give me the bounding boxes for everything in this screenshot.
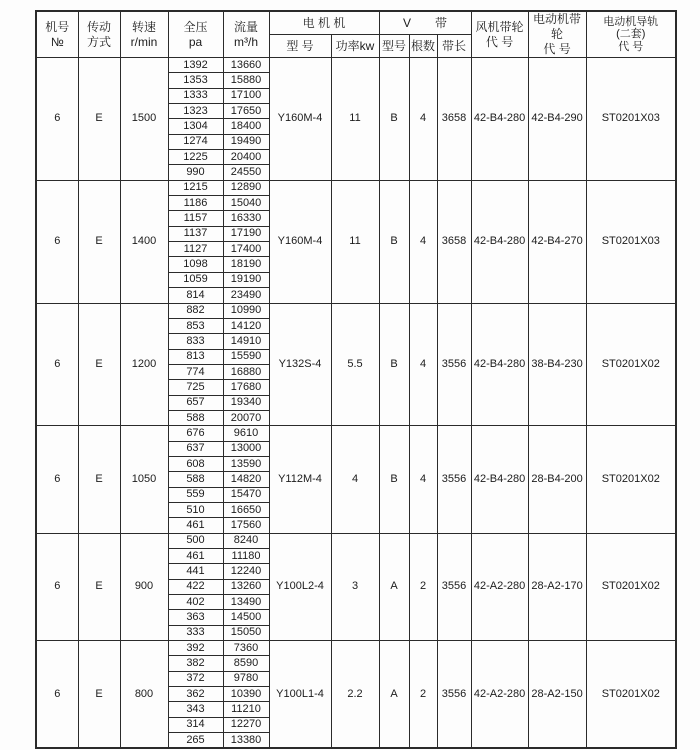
- pressure-cell: 1098: [168, 257, 223, 272]
- pressure-cell: 676: [168, 426, 223, 441]
- flow-cell: 14120: [223, 318, 269, 333]
- fan-pulley-header: [471, 11, 528, 58]
- pressure-header: [168, 11, 223, 58]
- motor-model-cell: Y132S-4: [269, 303, 331, 426]
- flow-cell: 20070: [223, 410, 269, 425]
- flow-cell: 15880: [223, 73, 269, 88]
- machine-no-header: [36, 11, 78, 58]
- motor-model-cell: Y160M-4: [269, 58, 331, 181]
- belt-count-cell: 4: [409, 58, 437, 181]
- flow-cell: 17650: [223, 104, 269, 119]
- motor-model-header: 型 号: [269, 35, 331, 58]
- pressure-cell: 372: [168, 671, 223, 686]
- pressure-header-line2: pa: [188, 34, 203, 49]
- motor-pulley-cell: 28-A2-170: [528, 533, 586, 640]
- speed-header: [120, 11, 168, 58]
- flow-cell: 13590: [223, 456, 269, 471]
- pressure-cell: 588: [168, 472, 223, 487]
- pressure-cell: 882: [168, 303, 223, 318]
- motor-pulley-cell: 28-A2-150: [528, 641, 586, 749]
- belt-type-cell: B: [379, 426, 409, 533]
- speed-cell: 1400: [120, 180, 168, 303]
- motor-rail-header-line3: 代 号: [618, 40, 644, 53]
- flow-cell: 11210: [223, 702, 269, 717]
- rail-code-cell: ST0201X02: [586, 303, 676, 426]
- motor-model-cell: Y100L1-4: [269, 641, 331, 749]
- table-row: [36, 533, 676, 548]
- belt-count-cell: 2: [409, 533, 437, 640]
- table-row: [36, 641, 676, 656]
- pressure-cell: 990: [168, 165, 223, 180]
- table-row: [36, 180, 676, 195]
- flow-cell: 16880: [223, 364, 269, 379]
- motor-model-cell: Y100L2-4: [269, 533, 331, 640]
- rail-code-cell: ST0201X02: [586, 641, 676, 749]
- fan-pulley-cell: 42-B4-280: [471, 180, 528, 303]
- pressure-cell: 333: [168, 625, 223, 640]
- flow-header-line1: 流量: [233, 19, 258, 34]
- flow-cell: 13660: [223, 58, 269, 73]
- belt-count-cell: 2: [409, 641, 437, 749]
- flow-cell: 15470: [223, 487, 269, 502]
- pressure-cell: 343: [168, 702, 223, 717]
- rail-code-cell: ST0201X03: [586, 180, 676, 303]
- pressure-cell: 1186: [168, 196, 223, 211]
- flow-cell: 10390: [223, 687, 269, 702]
- pressure-cell: 725: [168, 380, 223, 395]
- flow-cell: 18190: [223, 257, 269, 272]
- motor-pulley-cell: 38-B4-230: [528, 303, 586, 426]
- belt-type-cell: B: [379, 58, 409, 181]
- pressure-cell: 1137: [168, 226, 223, 241]
- pressure-cell: 510: [168, 502, 223, 517]
- spec-table-body: [36, 58, 676, 749]
- pressure-cell: 382: [168, 656, 223, 671]
- motor-power-cell: 5.5: [331, 303, 379, 426]
- motor-power-cell: 3: [331, 533, 379, 640]
- flow-cell: 13000: [223, 441, 269, 456]
- pressure-header-line1: 全压: [183, 19, 208, 34]
- flow-cell: 14820: [223, 472, 269, 487]
- fan-pulley-cell: 42-B4-280: [471, 58, 528, 181]
- drive-mode-cell: E: [78, 58, 120, 181]
- flow-cell: 17190: [223, 226, 269, 241]
- machine-no-cell: 6: [36, 533, 78, 640]
- speed-header-line2: r/min: [130, 34, 158, 49]
- flow-header-line2: m³/h: [234, 34, 258, 49]
- flow-cell: 12890: [223, 180, 269, 195]
- pressure-cell: 1127: [168, 242, 223, 257]
- fan-pulley-cell: 42-A2-280: [471, 641, 528, 749]
- belt-length-cell: 3658: [437, 58, 471, 181]
- fan-pulley-header-line2: 代 号: [485, 34, 514, 49]
- flow-cell: 15050: [223, 625, 269, 640]
- flow-cell: 7360: [223, 641, 269, 656]
- flow-cell: 16330: [223, 211, 269, 226]
- belt-length-cell: 3556: [437, 303, 471, 426]
- pressure-cell: 813: [168, 349, 223, 364]
- flow-cell: 14500: [223, 610, 269, 625]
- pressure-cell: 1157: [168, 211, 223, 226]
- drive-mode-cell: E: [78, 303, 120, 426]
- flow-cell: 17560: [223, 518, 269, 533]
- belt-length-cell: 3556: [437, 533, 471, 640]
- flow-cell: 15040: [223, 196, 269, 211]
- fan-pulley-header-line1: 风机带轮: [475, 19, 524, 34]
- pressure-cell: 392: [168, 641, 223, 656]
- pressure-cell: 1225: [168, 150, 223, 165]
- speed-header-line1: 转速: [131, 19, 156, 34]
- flow-cell: 11180: [223, 549, 269, 564]
- table-row: [36, 58, 676, 73]
- pressure-cell: 402: [168, 595, 223, 610]
- flow-cell: 18400: [223, 119, 269, 134]
- flow-cell: 15590: [223, 349, 269, 364]
- drive-mode-header: [78, 11, 120, 58]
- motor-pulley-cell: 42-B4-270: [528, 180, 586, 303]
- pressure-cell: 833: [168, 334, 223, 349]
- pressure-cell: 774: [168, 364, 223, 379]
- rail-code-cell: ST0201X02: [586, 426, 676, 533]
- flow-cell: 8590: [223, 656, 269, 671]
- belt-type-cell: A: [379, 533, 409, 640]
- pressure-cell: 1059: [168, 272, 223, 287]
- speed-cell: 800: [120, 641, 168, 749]
- machine-no-cell: 6: [36, 58, 78, 181]
- flow-cell: 24550: [223, 165, 269, 180]
- pressure-cell: 657: [168, 395, 223, 410]
- speed-cell: 1050: [120, 426, 168, 533]
- pressure-cell: 559: [168, 487, 223, 502]
- motor-power-header: 功率kw: [331, 35, 379, 58]
- pressure-cell: 853: [168, 318, 223, 333]
- motor-group-header: 电 机 机: [269, 11, 379, 35]
- motor-rail-header-line1: 电动机导轨: [603, 15, 659, 28]
- flow-cell: 12270: [223, 717, 269, 732]
- drive-mode-cell: E: [78, 180, 120, 303]
- pressure-cell: 814: [168, 288, 223, 303]
- motor-power-cell: 4: [331, 426, 379, 533]
- fan-spec-table: [35, 10, 677, 749]
- motor-pulley-cell: 28-B4-200: [528, 426, 586, 533]
- pressure-cell: 461: [168, 549, 223, 564]
- table-row: [36, 426, 676, 441]
- flow-cell: 19190: [223, 272, 269, 287]
- drive-mode-cell: E: [78, 641, 120, 749]
- drive-mode-cell: E: [78, 426, 120, 533]
- flow-header: [223, 11, 269, 58]
- flow-cell: 14910: [223, 334, 269, 349]
- pressure-cell: 1353: [168, 73, 223, 88]
- vbelt-model-header: 型号: [379, 35, 409, 58]
- speed-cell: 900: [120, 533, 168, 640]
- flow-cell: 17100: [223, 88, 269, 103]
- flow-cell: 9780: [223, 671, 269, 686]
- pressure-cell: 422: [168, 579, 223, 594]
- belt-count-cell: 4: [409, 426, 437, 533]
- motor-pulley-header: [528, 11, 586, 58]
- motor-model-cell: Y112M-4: [269, 426, 331, 533]
- flow-cell: 13490: [223, 595, 269, 610]
- flow-cell: 10990: [223, 303, 269, 318]
- machine-no-cell: 6: [36, 303, 78, 426]
- pressure-cell: 1323: [168, 104, 223, 119]
- table-row: [36, 303, 676, 318]
- motor-power-cell: 2.2: [331, 641, 379, 749]
- machine-no-header-line2: №: [50, 34, 64, 49]
- pressure-cell: 608: [168, 456, 223, 471]
- motor-pulley-header-line1: 电动机带轮: [533, 12, 582, 41]
- flow-cell: 19340: [223, 395, 269, 410]
- drive-mode-cell: E: [78, 533, 120, 640]
- belt-count-cell: 4: [409, 180, 437, 303]
- speed-cell: 1200: [120, 303, 168, 426]
- flow-cell: 12240: [223, 564, 269, 579]
- fan-pulley-cell: 42-A2-280: [471, 533, 528, 640]
- motor-pulley-cell: 42-B4-290: [528, 58, 586, 181]
- pressure-cell: 1333: [168, 88, 223, 103]
- flow-cell: 19490: [223, 134, 269, 149]
- pressure-cell: 314: [168, 717, 223, 732]
- table-header: [36, 11, 676, 58]
- motor-rail-header-line2: (二套): [616, 28, 646, 41]
- pressure-cell: 441: [168, 564, 223, 579]
- pressure-cell: 500: [168, 533, 223, 548]
- drive-mode-header-line1: 传动: [86, 19, 111, 34]
- header-row-1: [36, 11, 676, 35]
- flow-cell: 23490: [223, 288, 269, 303]
- drive-mode-header-line2: 方式: [86, 34, 111, 49]
- pressure-cell: 1304: [168, 119, 223, 134]
- motor-pulley-header-line2: 代 号: [543, 42, 571, 56]
- motor-model-cell: Y160M-4: [269, 180, 331, 303]
- pressure-cell: 1392: [168, 58, 223, 73]
- pressure-cell: 1215: [168, 180, 223, 195]
- motor-power-cell: 11: [331, 58, 379, 181]
- vbelt-group-header: V 带: [379, 11, 471, 35]
- flow-cell: 17680: [223, 380, 269, 395]
- belt-count-cell: 4: [409, 303, 437, 426]
- pressure-cell: 461: [168, 518, 223, 533]
- flow-cell: 20400: [223, 150, 269, 165]
- rail-code-cell: ST0201X03: [586, 58, 676, 181]
- pressure-cell: 362: [168, 687, 223, 702]
- belt-type-cell: B: [379, 180, 409, 303]
- belt-length-cell: 3556: [437, 426, 471, 533]
- belt-length-cell: 3556: [437, 641, 471, 749]
- fan-pulley-cell: 42-B4-280: [471, 426, 528, 533]
- pressure-cell: 637: [168, 441, 223, 456]
- vbelt-length-header: 带长: [437, 35, 471, 58]
- flow-cell: 13380: [223, 733, 269, 749]
- belt-type-cell: A: [379, 641, 409, 749]
- machine-no-cell: 6: [36, 426, 78, 533]
- belt-length-cell: 3658: [437, 180, 471, 303]
- flow-cell: 9610: [223, 426, 269, 441]
- motor-power-cell: 11: [331, 180, 379, 303]
- pressure-cell: 363: [168, 610, 223, 625]
- rail-code-cell: ST0201X02: [586, 533, 676, 640]
- machine-no-cell: 6: [36, 641, 78, 749]
- motor-rail-header: [586, 11, 676, 58]
- fan-pulley-cell: 42-B4-280: [471, 303, 528, 426]
- belt-type-cell: B: [379, 303, 409, 426]
- flow-cell: 13260: [223, 579, 269, 594]
- pressure-cell: 1274: [168, 134, 223, 149]
- flow-cell: 8240: [223, 533, 269, 548]
- machine-no-cell: 6: [36, 180, 78, 303]
- pressure-cell: 265: [168, 733, 223, 749]
- flow-cell: 16650: [223, 502, 269, 517]
- flow-cell: 17400: [223, 242, 269, 257]
- vbelt-count-header: 根数: [409, 35, 437, 58]
- pressure-cell: 588: [168, 410, 223, 425]
- machine-no-header-line1: 机号: [45, 19, 70, 34]
- speed-cell: 1500: [120, 58, 168, 181]
